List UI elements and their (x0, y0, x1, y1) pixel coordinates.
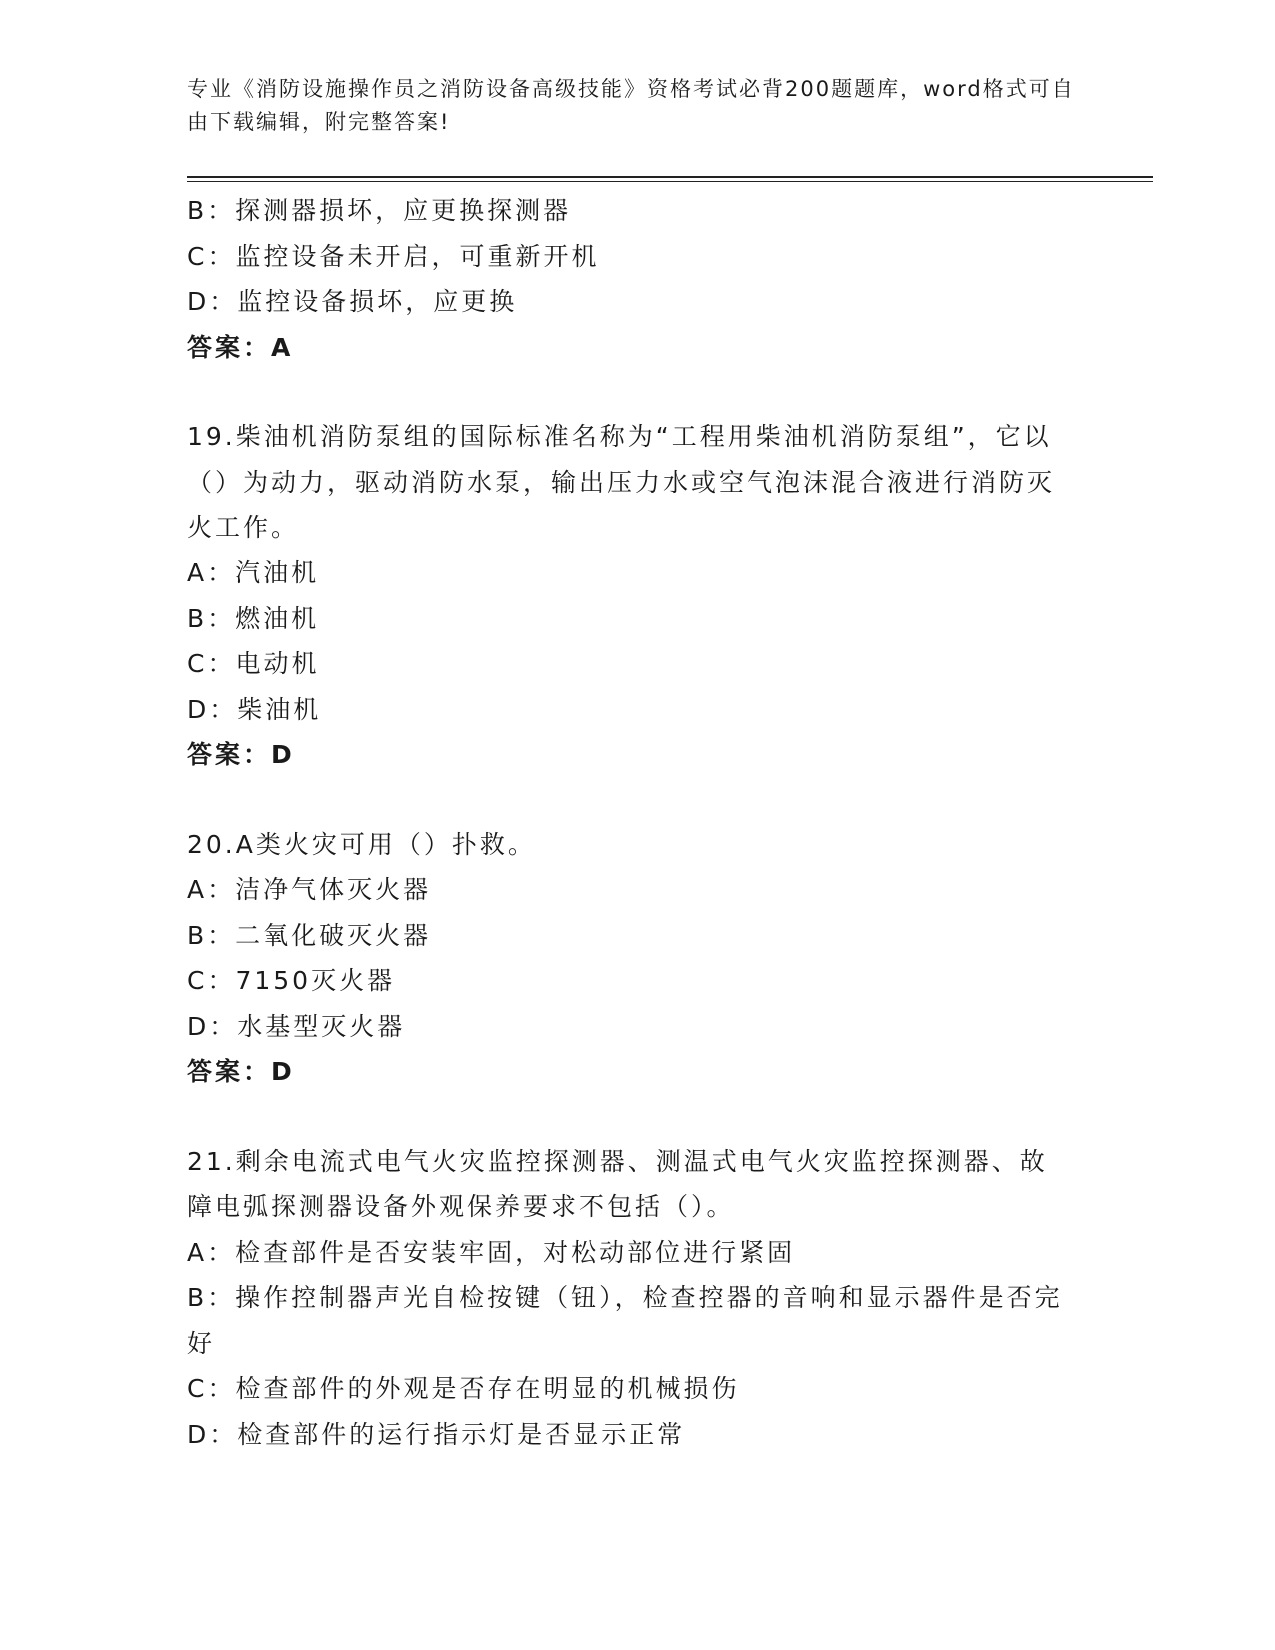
option-c: C：电动机 (187, 649, 320, 678)
option-c: C：检查部件的外观是否存在明显的机械损伤 (187, 1374, 740, 1403)
option-b: B：操作控制器声光自检按键（钮），检查控器的音响和显示器件是否完好 (187, 1283, 1063, 1358)
header-divider (187, 176, 1153, 182)
answer-line: 答案：D (187, 1057, 295, 1086)
question-19 (187, 414, 1067, 778)
option-a: A：汽油机 (187, 558, 320, 587)
option-c: C：7150灭火器 (187, 966, 396, 995)
option-d: D：检查部件的运行指示灯是否显示正常 (187, 1419, 686, 1449)
document-body (187, 188, 1067, 1457)
question-text: 20.A类火灾可用（）扑救。 (187, 829, 536, 859)
option-d: D：监控设备损坏，应更换 (187, 287, 518, 316)
option-b: B：燃油机 (187, 603, 320, 633)
question-20 (187, 822, 1067, 1095)
answer-line: 答案：A (187, 332, 294, 362)
question-text: 19.柴油机消防泵组的国际标准名称为“工程用柴油机消防泵组”，它以（）为动力，驱动消防水泵，输出压力水或空气泡沫混合液进行消防灭火工作。 (187, 422, 1056, 542)
header-title: 专业《消防设施操作员之消防设备高级技能》资格考试必背200题题库，word格式可自由下载编辑，附完整答案! (187, 77, 1075, 134)
option-a: A：洁净气体灭火器 (187, 875, 432, 904)
option-b: B：探测器损坏，应更换探测器 (187, 196, 572, 225)
spacer (187, 1095, 1067, 1139)
partial-question (187, 188, 1067, 370)
question-21 (187, 1139, 1067, 1458)
spacer (187, 370, 1067, 414)
question-text: 21.剩余电流式电气火灾监控探测器、测温式电气火灾监控探测器、故障电弧探测器设备外观保养要求不包括（）。 (187, 1146, 1048, 1221)
document-header (187, 73, 1087, 139)
option-c: C：监控设备未开启，可重新开机 (187, 241, 600, 271)
option-d: D：水基型灭火器 (187, 1011, 406, 1041)
spacer (187, 778, 1067, 822)
answer-line: 答案：D (187, 740, 295, 769)
option-a: A：检查部件是否安装牢固，对松动部位进行紧固 (187, 1237, 796, 1267)
option-b: B：二氧化破灭火器 (187, 920, 432, 950)
option-d: D：柴油机 (187, 694, 322, 724)
